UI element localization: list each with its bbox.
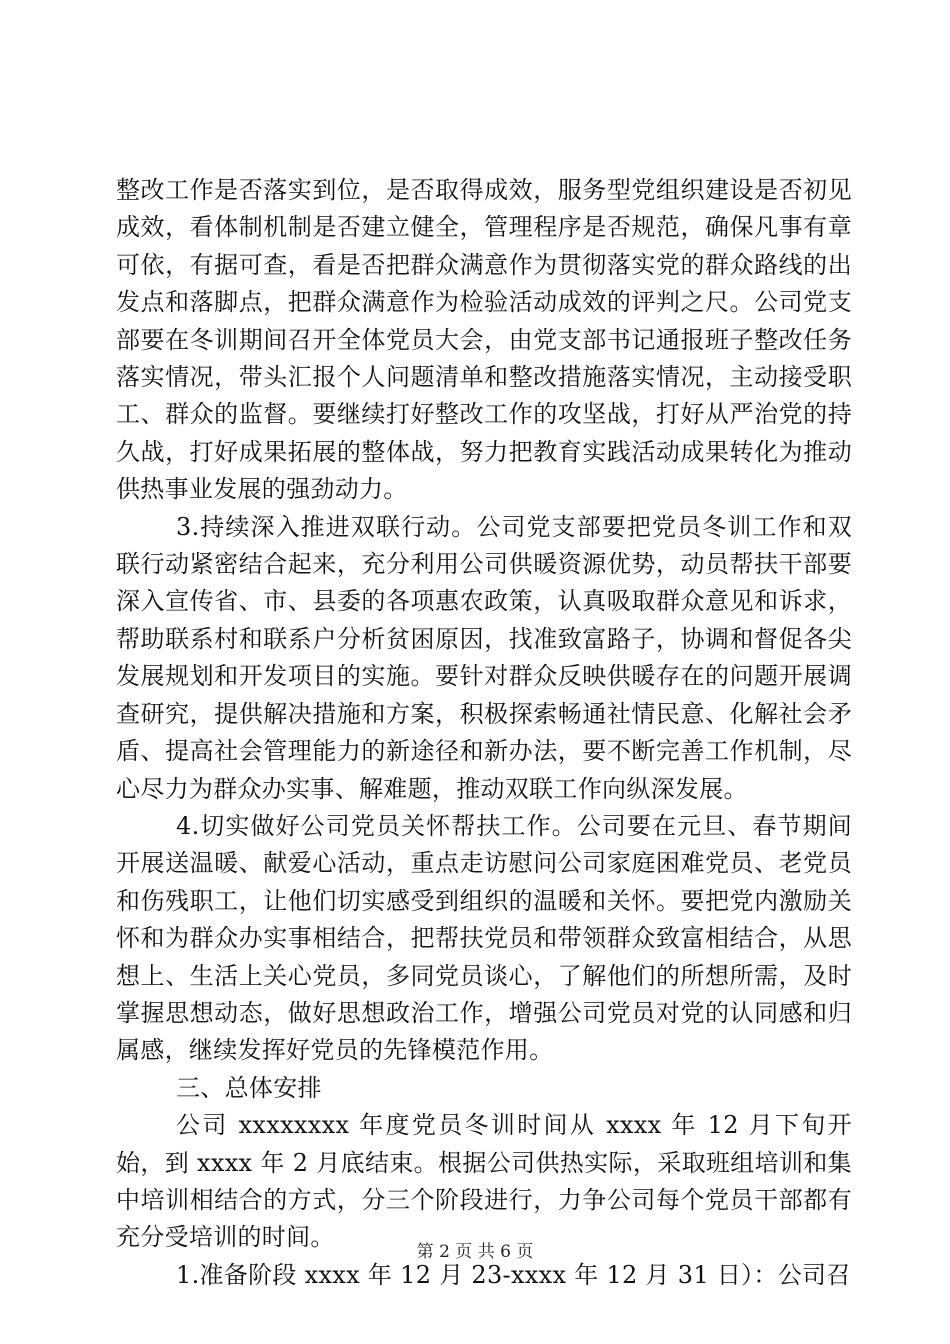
document-body — [116, 172, 852, 1294]
paragraph-schedule: 公司 xxxxxxxx 年度党员冬训时间从 xxxx 年 12 月下旬开始，到 xxxx 年 2 月底结束。根据公司供热实际，采取班组培训和集中培训相结合的方式，分三个阶段进行，力争公司每个党员干部都有充分受培训的时间。 — [116, 1111, 852, 1252]
paragraph-item-3: 3.持续深入推进双联行动。公司党支部要把党员冬训工作和双联行动紧密结合起来，充分利用公司供暖资源优势，动员帮扶干部要深入宣传省、市、县委的各项惠农政策，认真吸取群众意见和诉求，帮助联系村和联系户分析贫困原因，找准致富路子，协调和督促各尖发展规划和开发项目的实施。要针对群众反映供暖存在的问题开展调查研究，提供解决措施和方案，积极探索畅通社情民意、化解社会矛盾、提高社会管理能力的新途径和新办法，要不断完善工作机制，尽心尽力为群众办实事、解难题，推动双联工作向纵深发展。 — [116, 512, 852, 803]
paragraph-stage-1: 1.准备阶段 xxxx 年 12 月 23-xxxx 年 12 月 31 日）：公司召 — [176, 1260, 851, 1289]
section-heading: 三、总体安排 — [176, 1073, 322, 1102]
paragraph-item-4: 4.切实做好公司党员关怀帮扶工作。公司要在元旦、春节期间开展送温暖、献爱心活动，重点走访慰问公司家庭困难党员、老党员和伤残职工，让他们切实感受到组织的温暖和关怀。要把党内激励关怀和为群众办实事相结合，把帮扶党员和带领群众致富相结合，从思想上、生活上关心党员，多同党员谈心，了解他们的所想所需，及时掌握思想动态，做好思想政治工作，增强公司党员对党的认同感和归属感，继续发挥好党员的先锋模范作用。 — [116, 811, 852, 1065]
page-number-footer: 第 2 页 共 6 页 — [416, 1242, 534, 1262]
paragraph-continuation: 整改工作是否落实到位，是否取得成效，服务型党组织建设是否初见成效，看体制机制是否建立健全，管理程序是否规范，确保凡事有章可依，有据可查，看是否把群众满意作为贯彻落实党的群众路线的出发点和落脚点，把群众满意作为检验活动成效的评判之尺。公司党支部要在冬训期间召开全体党员大会，由党支部书记通报班子整改任务落实情况，带头汇报个人问题清单和整改措施落实情况，主动接受职工、群众的监督。要继续打好整改工作的攻坚战，打好从严治党的持久战，打好成果拓展的整体战，努力把教育实践活动成果转化为推动供热事业发展的强劲动力。 — [116, 176, 852, 504]
